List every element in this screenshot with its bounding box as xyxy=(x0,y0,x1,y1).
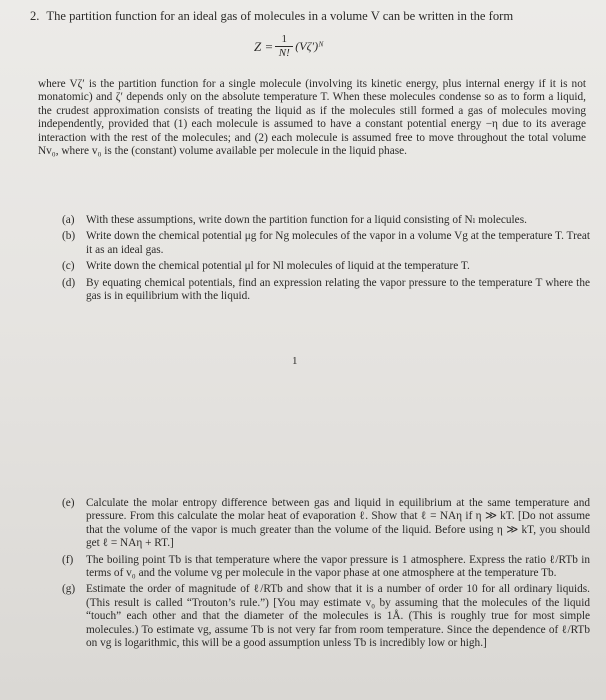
problem-intro xyxy=(30,8,590,24)
explanation-paragraph: where Vζ′ is the partition function for a single molecule (involving its kinetic energy, plus internal energy if it is not monatomic) and ζ′ depends only on the absolute temperature T. When these molecules condense so as to form a liquid, the crudest approximation consists of treating the liquid as if the molecules still formed a gas of molecules moving independently, provided that (1) each molecule is assumed to have a constant potential energy −η due to its average interaction with the rest of the molecules; and (2) each molecule is assumed free to move throughout the total volume Nv₀, where v₀ is the (constant) volume available per molecule in the liquid phase. xyxy=(38,78,586,158)
formula-lhs: Z = xyxy=(254,38,274,54)
part-label: (c) xyxy=(62,260,75,273)
part-text: Estimate the order of magnitude of ℓ/RTb and show that it is a number of order 10 for all ordinary liquids. (This result is called “Trouton’s rule.”) [You may estimate v₀ by assuming that the molecules of the liquid “touch” each other and that the diameter of the molecules is 1Å. (This is roughly true for most simple molecules.) To estimate vg, assume Tb is not very far from room temperature. Since the dependence of ℓ/RTb on vg is logarithmic, this will be a good assumption unless Tb is incredibly low or high.] xyxy=(86,583,590,650)
formula-denominator: N! xyxy=(278,47,290,59)
part-text: Write down the chemical potential μg for Ng molecules of the vapor in a volume Vg at the temperature T. Treat it as an ideal gas. xyxy=(86,230,590,256)
part-label: (e) xyxy=(62,497,75,509)
part-label: (d) xyxy=(62,276,76,289)
formula-fraction xyxy=(275,34,293,59)
part-label: (f) xyxy=(62,553,74,566)
problem-intro-text: The partition function for an ideal gas of molecules in a volume V can be written in the form xyxy=(46,9,514,23)
part-label: (a) xyxy=(62,214,75,226)
part-text: The boiling point Tb is that temperature where the vapor pressure is 1 atmosphere. Express the ratio ℓ/RTb in terms of v₀ and the volume vg per molecule in the vapor phase at one atmosphere at the temperature Tb. xyxy=(86,553,590,580)
part-c xyxy=(62,260,590,273)
part-d xyxy=(62,277,590,304)
parts-list-bottom xyxy=(62,497,590,653)
part-text: By equating chemical potentials, find an expression relating the vapor pressure to the temperature T where the gas is in equilibrium with the liquid. xyxy=(86,276,590,303)
part-text: Calculate the molar entropy difference between gas and liquid in equilibrium at the same temperature and pressure. From this calculate the molar heat of evaporation ℓ. Show that ℓ = NAη if η ≫ kT. [Do not assume that the volume of the vapor is much greater than the volume of the liquid. Before using η ≫ kT, you should get ℓ = NAη + RT.] xyxy=(86,497,590,550)
part-text: With these assumptions, write down the partition function for a liquid consisting of Nₗ molecules. xyxy=(86,214,527,226)
part-b xyxy=(62,230,590,257)
part-text: Write down the chemical potential μl for Nl molecules of liquid at the temperature T. xyxy=(86,260,470,273)
part-label: (b) xyxy=(62,230,76,243)
parts-list-top xyxy=(62,214,590,306)
part-a xyxy=(62,214,590,227)
formula-numerator: 1 xyxy=(281,33,288,45)
page-number: 1 xyxy=(292,355,298,367)
part-f xyxy=(62,554,590,581)
partition-function-formula xyxy=(254,34,324,59)
part-g xyxy=(62,583,590,650)
part-e xyxy=(62,497,590,551)
problem-number: 2. xyxy=(30,9,40,23)
formula-rhs: (Vζ′)ᴺ xyxy=(295,39,324,53)
part-label: (g) xyxy=(62,583,76,596)
